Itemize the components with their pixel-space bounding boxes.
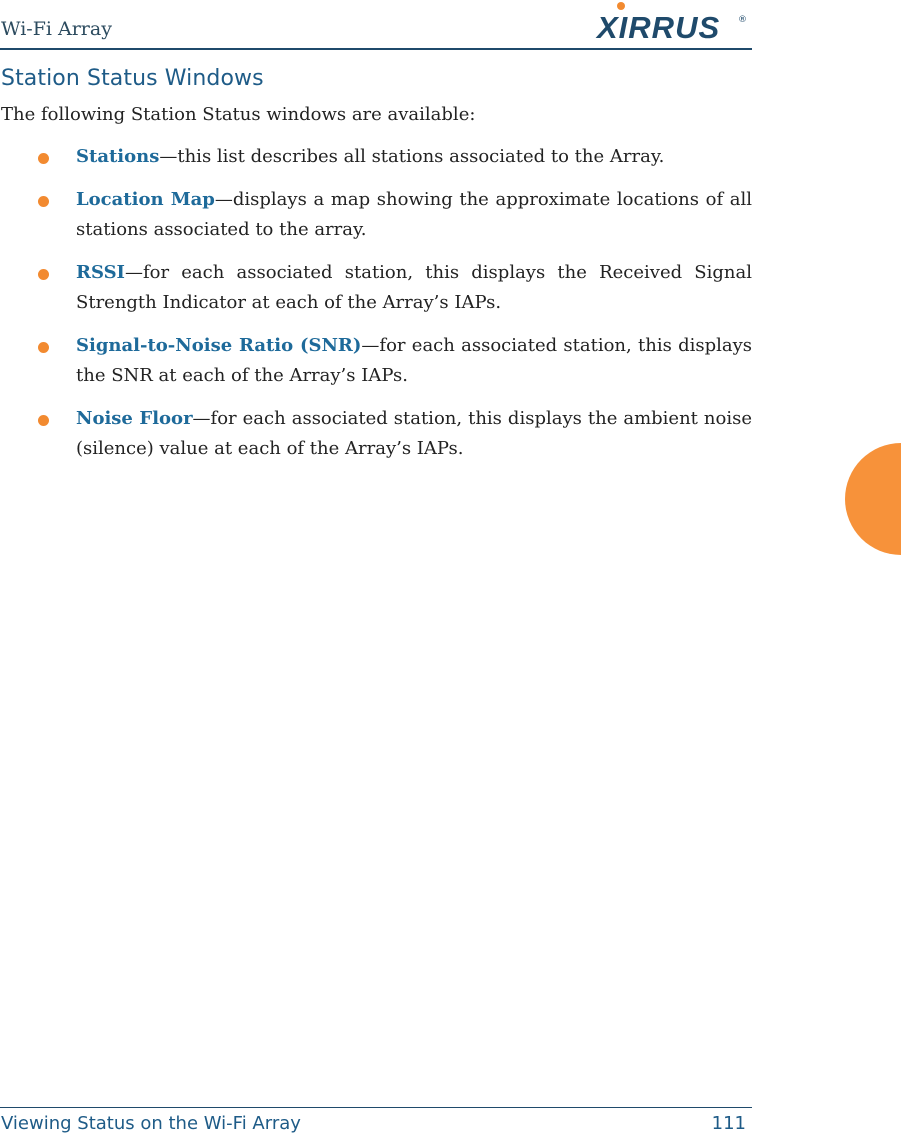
list-item-text: —for each associated station, this displays the SNR at each of the Array’s IAPs. <box>76 335 753 386</box>
list-item-text: —for each associated station, this displays the ambient noise (silence) value at each of the Array’s IAPs. <box>76 408 752 459</box>
list-item-term: Stations <box>76 146 160 167</box>
page-header <box>0 0 752 50</box>
header-rule <box>0 48 752 50</box>
list-item <box>38 331 752 391</box>
list-item <box>38 185 752 245</box>
list-item-text: —this list describes all stations associated to the Array. <box>159 146 665 167</box>
section-heading: Station Status Windows <box>1 66 264 91</box>
footer-rule <box>0 1107 752 1108</box>
list-item-term: Location Map <box>76 189 215 210</box>
list-item-term: Noise Floor <box>76 408 193 429</box>
logo-text: XIRRUS <box>597 10 721 44</box>
bullet-icon <box>38 342 49 353</box>
bullet-icon <box>38 196 49 207</box>
bullet-icon <box>38 269 49 280</box>
status-window-list <box>38 142 752 477</box>
list-item-term: RSSI <box>76 262 125 283</box>
page-number: 111 <box>711 1113 746 1134</box>
bullet-icon <box>38 415 49 426</box>
footer-section-title: Viewing Status on the Wi-Fi Array <box>1 1113 301 1134</box>
list-item <box>38 404 752 464</box>
list-item-text: —displays a map showing the approximate locations of all stations associated to the array. <box>76 189 752 240</box>
logo-registered-mark: ® <box>738 15 747 25</box>
list-item <box>38 142 752 172</box>
xirrus-logo <box>592 0 752 44</box>
intro-paragraph: The following Station Status windows are available: <box>1 104 476 125</box>
header-title: Wi-Fi Array <box>1 18 112 40</box>
list-item-term: Signal-to-Noise Ratio (SNR) <box>76 335 362 356</box>
chapter-tab-marker <box>845 443 901 555</box>
bullet-icon <box>38 153 49 164</box>
list-item-text: —for each associated station, this displays the Received Signal Strength Indicator at each of the Array’s IAPs. <box>76 262 752 313</box>
list-item <box>38 258 752 318</box>
